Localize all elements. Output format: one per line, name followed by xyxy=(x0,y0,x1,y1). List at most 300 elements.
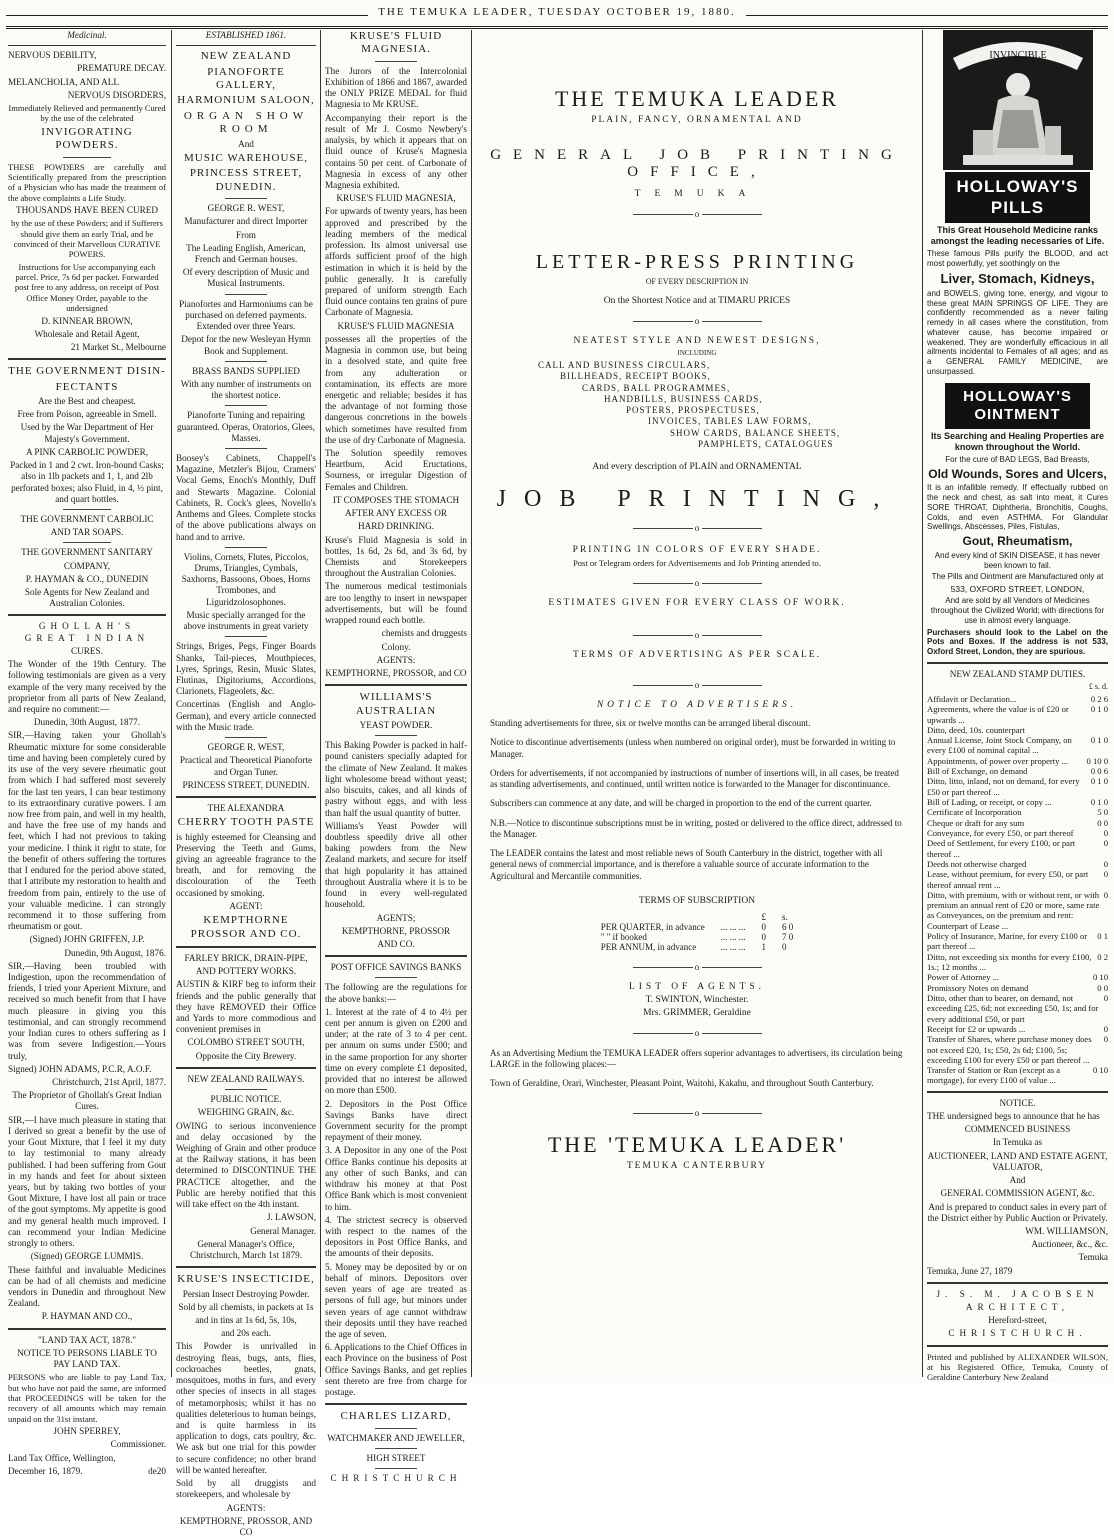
duty-value xyxy=(1104,725,1108,735)
text: Orders for advertisements, if not accompanied by instructions of number of insertions will, in all cases, be treated as standing advertisements, and continued, until written notice is forwarded to the Manager for discontinuance. xyxy=(490,767,899,789)
divider xyxy=(375,735,418,736)
text: The LEADER contains the latest and most reliable news of South Canterbury in the district, together with all general news of commercial importance, and is therefore a valuable source of accurate information to the Agricultural and Mercantile communities. xyxy=(490,848,883,881)
masthead-text: THE TEMUKA LEADER, TUESDAY OCTOBER 19, 1880. xyxy=(368,6,746,18)
text: is highly esteemed for Cleansing and Preserving the Teeth and Gums, giving an agreeable fragrance to the breath, and for removing the discolouration of the Teeth occasioned by smoking. xyxy=(176,831,316,898)
date: Dunedin, 30th August, 1877. xyxy=(33,717,141,728)
heading: NOTICE. xyxy=(999,1097,1036,1108)
ornament-divider: o xyxy=(476,523,918,533)
masthead xyxy=(6,6,1108,29)
text: PERSONS who are liable to pay Land Tax, but who have not paid the same, are informed that PROCEEDINGS will be taken for the recovery of all amounts which may remain unpaid on the 31st instant. xyxy=(8,1372,166,1424)
heading: A PINK CARBOLIC POWDER, xyxy=(26,446,148,457)
date-text: December 16, 1879. xyxy=(8,1465,83,1476)
duty-label: Ditto, deed, 10s. counterpart xyxy=(927,724,1025,735)
text: As an Advertising Medium the TEMUKA LEADER offers superior advantages to advertisers, its circulation being LARGE in the following places:— xyxy=(490,1047,903,1069)
ad-subtitle: PLAIN, FANCY, ORNAMENTAL AND xyxy=(591,115,803,125)
text: On the Shortest Notice and at TIMARU PRICES xyxy=(603,296,791,306)
heading: THE GOVERNMENT DISIN- xyxy=(8,365,166,378)
text: The numerous medical testimonials are too lengthy to insert in newspaper advertisements, but will be found wrapped round each bottle. xyxy=(325,581,467,626)
established: ESTABLISHED 1861. xyxy=(205,30,287,40)
text: Colony. xyxy=(381,641,411,652)
divider xyxy=(325,684,467,686)
text: Notice to discontinue advertisements (unless when numbered on original order), must be forwarded in writing to Manager. xyxy=(490,737,896,759)
heading: KEMPTHORNE, PROSSOR xyxy=(341,925,451,936)
heading: WILLIAMS'S AUSTRALIAN xyxy=(355,691,437,717)
heading: "LAND TAX ACT, 1878." xyxy=(37,1334,137,1345)
text: Accompanying their report is the result of Mr J. Cosmo Newbery's analysis, by which it appears that on fluid ounce of Kruse's Magnesia contains 50 per cent. of Carbonate of Magnesia in excess of any other Magnesia exhibited. xyxy=(325,112,467,190)
text: Pianofortes and Harmoniums can be purchased on deferred payments. Extended over three Years. xyxy=(179,298,313,332)
text: and in tins at 1s 6d, 5s, 10s, xyxy=(195,1315,297,1325)
heading: NERVOUS DISORDERS, xyxy=(67,89,166,100)
date: Christchurch, 21st April, 1877. xyxy=(52,1077,166,1088)
text: This Great Household Medicine ranks amongst the leading necessaries of Life. xyxy=(930,225,1105,247)
column-2 xyxy=(176,30,316,1537)
holloway-logo-icon xyxy=(943,30,1093,170)
list-item xyxy=(927,993,1108,1024)
divider xyxy=(325,955,467,957)
divider xyxy=(63,157,110,158)
divider xyxy=(63,542,110,543)
text: The Wonder of the 19th Century. The following testimonials are given as a very example of the very many received by the proprietor from all parts of New Zealand, and require no comment:— xyxy=(8,659,166,715)
divider xyxy=(63,509,110,510)
heading: GEORGE R. WEST, xyxy=(207,742,285,753)
text: Sold by all druggists and storekeepers, and wholesale by xyxy=(176,1478,316,1500)
heading: CHERRY TOOTH PASTE xyxy=(177,816,315,829)
duty-value: 0 xyxy=(1103,889,1108,900)
heading: CHARLES LIZARD, xyxy=(340,1410,452,1423)
text: And xyxy=(238,138,254,149)
heading: NEW ZEALAND RAILWAYS. xyxy=(187,1073,305,1084)
list-item: SHOW CARDS, BALANCE SHEETS, xyxy=(670,427,841,438)
text: From xyxy=(236,229,256,240)
cell: 6 0 xyxy=(781,921,794,932)
divider xyxy=(176,1067,316,1069)
heading: AUCTIONEER, LAND AND ESTATE AGENT, VALUATOR, xyxy=(927,1150,1108,1172)
rule-item: 5. Money may be deposited by or on behalf of minors. Depositors over seven years of age are treated as persons of full age, but minors under seven years of age cannot withdraw their deposits until they have reached the age of seven. xyxy=(325,1261,467,1339)
heading: FECTANTS xyxy=(55,380,119,393)
duties-list xyxy=(927,694,1108,1086)
heading: PRINCESS STREET, DUNEDIN. xyxy=(189,167,303,193)
heading: P. HAYMAN AND CO., xyxy=(41,1311,133,1322)
text: In Temuka as xyxy=(992,1137,1043,1148)
text: THE undersigned begs to announce that he has xyxy=(927,1110,1100,1121)
duty-label: Agreements, where the value is of £20 or upwards ... xyxy=(927,704,1069,725)
text: Music specially arranged for the above instruments in great variety xyxy=(183,609,309,632)
text: The Proprietor of Ghollah's Great Indian Cures. xyxy=(12,1090,162,1112)
cell: s. xyxy=(781,911,788,922)
heading: Liver, Stomach, Kidneys, xyxy=(940,270,1095,286)
text: Pianoforte Tuning and repairing guaranteed. Operas, Oratorios, Glees, Masses. xyxy=(176,410,315,443)
text: Williams's Yeast Powder will doubtless speedily drive all other baking powders from the New Zealand markets, and secure for itself that high popularity it has attained throughout Australia where it is to be found in every well-regulated household. xyxy=(325,820,467,910)
duty-label: Power of Attorney ... xyxy=(927,972,1000,983)
heading: AFTER ANY EXCESS OR xyxy=(344,508,447,519)
duty-label: Transfer of Station or Run (except as a mortgage), for every £100 of value ... xyxy=(927,1065,1061,1086)
text: N.B.—Notice to discontinue subscriptions must be in writing, posted or delivered to the office direct, addressed to the Manager. xyxy=(490,817,902,839)
text: NEATEST STYLE AND NEWEST DESIGNS, xyxy=(573,336,821,346)
heading: COMMENCED BUSINESS xyxy=(964,1124,1071,1135)
letter: SIR,—Having taken your Ghollah's Rheumatic mixture for some considerable time and having been completely cured by its use of the very severe rheumatic gout from which I had suffered most severely for the last ten years, I can bear testimony to its extraordinary curative powers. I am now free from pain, and well in my health, and have the free use of my hands and feet, which I had not previous to taking your medicine. I think it right to state, for the benefit of others suffering the tortures that I endured for the period above stated, that I attribute my restoration to health and freedom from pain, entirely to the use of your valuable medicine. I can strongly recommend it to those suffering from rheumatism or gout. xyxy=(8,730,166,932)
text: T. SWINTON, Winchester. xyxy=(645,994,749,1005)
subscription-table xyxy=(593,912,801,952)
letterpress-heading: LETTER-PRESS PRINTING xyxy=(535,251,859,273)
ornament-divider: o xyxy=(476,1028,918,1038)
heading: CHRISTCHURCH xyxy=(330,1473,462,1484)
text: Town of Geraldine, Orari, Winchester, Pleasant Point, Waitohi, Kakahu, and throughout South Canterbury. xyxy=(490,1078,874,1089)
ornament-divider: o xyxy=(476,962,918,972)
ornament-divider: o xyxy=(476,1108,918,1118)
duty-value: 0 1 0 xyxy=(1090,797,1108,807)
text: This Baking Powder is packed in half-pound canisters specially adapted for the climate of New Zealand. It makes light wholesome bread without yeast; also biscuits, cakes, and all kinds of pastry without eggs, and with less than half the usual quantity of butter. xyxy=(325,740,467,818)
duty-label: Deeds not otherwise charged xyxy=(927,858,1027,869)
heading: ARCHITECT, xyxy=(965,1302,1070,1313)
duty-label: Cheque or draft for any sum xyxy=(927,817,1025,828)
list-item: CARDS, BALL PROGRAMMES, xyxy=(582,382,731,393)
table-header xyxy=(593,912,801,922)
text: Commissioner. xyxy=(110,1439,166,1450)
letter: SIR,—I have much pleasure in stating that I derived so great a benefit by the use of your Gout Mixture, that I feel it my duty to lay testimonial to many already published. I had been suffering from Gout in my hands and feet for about sixteen years, but by taking two bottles of your Gout Mixture, I have lost all pain or trace of the gout symptoms. My appetite is good and my general health much improved. I can recommend your Indian Medicine strongly to others. xyxy=(8,1114,166,1249)
ornament-divider: o xyxy=(476,680,918,690)
heading: Old Wounds, Sores and Ulcers, xyxy=(928,466,1107,481)
text: Persian Insect Destroying Powder. xyxy=(182,1288,310,1299)
list-item xyxy=(927,818,1108,828)
rule-item: 1. Interest at the rate of 4 to 4½ per cent per annum is given on £200 and under; at the rate of 3 to 4 per cent. per annum on sums under £500; and in the same proportion for any shorter time on every complete £1 deposited, provided that no interest be allowed on more than £500. xyxy=(325,1006,467,1096)
heading: KEMPTHORNE PROSSOR AND CO. xyxy=(190,914,302,940)
job-printing-heading: JOB PRINTING, xyxy=(496,486,898,512)
divider xyxy=(927,1345,1108,1347)
table-row xyxy=(593,922,801,932)
text: It is an infallible remedy. If effectually rubbed on the neck and chest, as salt into meat, it Cures SORE THROAT, Diphtheria, Bronchitis, Coughs, Colds, and even ASTHMA. For Glandular Swellings, Abscesses, Piles, Fistulas, xyxy=(927,483,1108,532)
text: and BOWELS, giving tone, energy, and vigour to these great MAIN SPRINGS OF LIFE. They are confidently recommended as a never failing remedy in all cases where the constitution, from whatever cause, has become impaired or weakened. They are wonderfully efficacious in all ailments incidental to Females of all ages; and as a GENERAL FAMILY MEDICINE, are unsurpassed. xyxy=(927,288,1108,376)
text: The Pills and Ointment are Manufactured only at xyxy=(931,572,1104,582)
duty-label: Receipt for £2 or upwards ... xyxy=(927,1023,1026,1034)
heading: FARLEY BRICK, DRAIN-PIPE, xyxy=(184,952,308,963)
text: Kruse's Fluid Magnesia is sold in bottles, 1s 6d, 2s 6d, and 3s 6d, by Chemists and Storekeepers throughout the Australian Colonies. xyxy=(325,534,467,579)
cell: " " if booked xyxy=(600,931,647,942)
divider xyxy=(927,1282,1108,1284)
duty-label: Promissory Notes on demand xyxy=(927,982,1029,993)
duty-value: 0 xyxy=(1103,992,1108,1003)
list-item: INVOICES, TABLES LAW FORMS, xyxy=(648,416,812,427)
cell: 0 xyxy=(761,921,766,932)
duty-label: Appointments, of power over property ... xyxy=(927,755,1069,766)
divider xyxy=(325,1403,467,1405)
text: Depot for the new Wesleyan Hymn Book and Supplement. xyxy=(181,334,311,356)
text: The following are the regulations for the above banks:— xyxy=(325,982,467,1004)
duty-label: Conveyance, for every £50, or part thereof xyxy=(927,827,1074,838)
list-item: HANDBILLS, BUSINESS CARDS, xyxy=(604,393,763,404)
divider xyxy=(176,796,316,798)
list-item xyxy=(927,735,1108,756)
text: General Manager. xyxy=(250,1225,316,1236)
printing-list xyxy=(538,360,918,450)
cell: 1 xyxy=(761,941,766,952)
list-item xyxy=(927,694,1108,704)
duty-value: 0 1 0 xyxy=(1090,735,1108,746)
text: ESTIMATES GIVEN FOR EVERY CLASS OF WORK. xyxy=(548,598,846,608)
ornament-divider: o xyxy=(476,630,918,640)
text: Of every description of Music and Musical Instruments. xyxy=(182,267,310,289)
text: Violins, Cornets, Flutes, Piccolos, Drums, Triangles, Cymbals, Saxhorns, Bassoons, Oboes, Horns Trombones, and Liguridzolosophones. xyxy=(181,551,311,607)
list-item xyxy=(927,797,1108,807)
duty-label: Ditto, not exceeding six months for every £100, 1s.; 12 months ... xyxy=(927,951,1092,972)
heading: CURES. xyxy=(71,645,103,656)
duty-value: 0 0 xyxy=(1097,817,1108,828)
text: And every kind of SKIN DISEASE, it has never been known to fail. xyxy=(934,550,1101,570)
text: AUSTIN & KIRF beg to inform their friends and the public generally that they have REMOVED their Office and Yards to more commodious and convenient premises in xyxy=(176,979,316,1035)
label: AGENTS; xyxy=(376,912,416,923)
heading: AND TAR SOAPS. xyxy=(50,527,124,538)
text: Strings, Briges, Pegs, Finger Boards Shanks, Tail-pieces, Mouthpieces, Lyres, Springs, Resin, Music Slates, Flutinas, Digitoriums, Accordions, Clarionets, Flageolets, &c. xyxy=(176,641,316,697)
text: These famous Pills purify the BLOOD, and act most powerfully, yet soothingly on the xyxy=(927,249,1108,269)
column-divider xyxy=(320,30,321,1377)
rule-item: 4. The strictest secrecy is observed with respect to the names of the depositors in Post Office Banks, and the amounts of their deposits. xyxy=(325,1214,467,1259)
duty-label: Bill of Lading, or receipt, or copy ... xyxy=(927,797,1052,807)
heading: COMPANY, xyxy=(63,560,111,571)
heading: HIGH STREET xyxy=(366,1452,426,1463)
list-item: PAMPHLETS, CATALOGUES xyxy=(698,438,834,449)
duty-value: 0 10 0 xyxy=(1086,755,1108,766)
cell: PER ANNUM, in advance xyxy=(600,941,697,952)
divider xyxy=(176,946,316,948)
heading: INVIGORATING POWDERS. xyxy=(41,125,133,152)
divider xyxy=(225,1089,267,1090)
cell: ... ... ... xyxy=(720,941,746,952)
letter: SIR,—Having been troubled with Indigestion, upon the recommendation of friends, I tried your Aperient Mixture, and received so much benefit from that I have much pleasure in giving you this testimonial, and can strongly recommend your Indian cures to others suffering as I was from severe Indigestion.—Yours truly, xyxy=(8,960,166,1061)
divider xyxy=(8,358,166,360)
ornament-divider: o xyxy=(476,316,918,326)
list-item xyxy=(927,828,1108,838)
cell: 0 xyxy=(761,931,766,942)
text: Subscribers can commence at any date, and will be charged in proportion to the end of the current quarter. xyxy=(490,798,872,809)
text: This Powder is unrivalled in destroying fleas, bugs, ants, flies, cockroaches beetles, gnats, mosquitoes, moths in furs, and every other species of insects in all stages of metamorphosis; whilst it has no qualities deleterious to human beings, and is quite harmless in its application to dogs, cats poultry, &c. We ask but one trial for this powder to secure confidence; no other brand will be wanted hereafter. xyxy=(176,1341,316,1475)
duty-label: Transfer of Shares, where purchase money does not exceed £20, 1s; £50, 2s 6d; £100, 5s; exceeding £100 for every £50 or part thereof ... xyxy=(927,1034,1092,1065)
heading: MUSIC WAREHOUSE, xyxy=(184,151,308,164)
divider xyxy=(8,614,166,616)
text: TERMS OF ADVERTISING AS PER SCALE. xyxy=(573,650,821,660)
text: For the cure of BAD LEGS, Bad Breasts, xyxy=(945,455,1090,465)
temuka: TEMUKA xyxy=(634,189,760,199)
list-item: BILLHEADS, RECEIPT BOOKS, xyxy=(560,371,711,382)
heading: CHRISTCHURCH. xyxy=(948,1328,1087,1339)
divider xyxy=(176,45,316,46)
heading: COLOMBO STREET SOUTH, xyxy=(187,1037,305,1048)
list-item xyxy=(927,983,1108,993)
list-item xyxy=(927,859,1108,869)
heading: BRASS BANDS SUPPLIED xyxy=(192,365,300,376)
divider xyxy=(375,61,418,62)
duty-label: Affidavit or Declaration... xyxy=(927,693,1017,704)
list-item xyxy=(927,807,1108,817)
ornament-divider: o xyxy=(476,578,918,588)
duty-label: Certificate of Incorporation xyxy=(927,807,1022,818)
text: Hereford-street, xyxy=(988,1315,1047,1326)
heading: NOTICE TO PERSONS LIABLE TO PAY LAND TAX. xyxy=(17,1347,157,1370)
duty-value: 0 xyxy=(1103,1023,1108,1034)
text: chemists and druggests xyxy=(381,628,467,639)
text: And xyxy=(1009,1175,1026,1186)
heading: THOUSANDS HAVE BEEN CURED xyxy=(16,205,158,216)
text: And every description of PLAIN and ORNAMENTAL xyxy=(592,462,802,472)
duty-value: 5 0 xyxy=(1097,807,1108,818)
text: and 20s each. xyxy=(221,1328,271,1339)
cell: PER QUARTER, in advance xyxy=(600,921,705,932)
divider xyxy=(375,1448,418,1449)
label: AGENT: xyxy=(229,900,263,911)
list-item xyxy=(927,931,1108,952)
column-divider xyxy=(922,30,923,1377)
signature: D. KINNEAR BROWN, xyxy=(41,315,133,326)
duty-value: 0 xyxy=(1103,869,1108,880)
duty-value: 0 0 xyxy=(1097,982,1108,993)
heading: GENERAL COMMISSION AGENT, &c. xyxy=(940,1188,1095,1199)
heading: GEORGE R. WEST, xyxy=(207,203,285,214)
rule-item: 3. A Depositor in any one of the Post Office Banks continue his deposits at any other of such Banks, and can withdraw his money at that Post Office Bank which is most convenient to him. xyxy=(325,1145,467,1212)
date: Temuka, June 27, 1879 xyxy=(927,1265,1013,1276)
divider xyxy=(225,198,267,199)
text: Sole Agents for New Zealand and Australian Colonies. xyxy=(24,587,150,609)
logo-banner-text: INVINCIBLE xyxy=(988,50,1047,61)
divider xyxy=(225,405,267,406)
text: Packed in 1 and 2 cwt. Iron-bound Casks; also in 1lb packets and 1, 1, and 2lb perforated boxes; also Fluid, in 4, ½ pint, and quart bottles. xyxy=(10,460,164,504)
column-right xyxy=(927,30,1108,1383)
cell: £ xyxy=(761,911,766,922)
heading: NERVOUS DEBILITY, xyxy=(8,50,97,61)
list-item: CALL AND BUSINESS CIRCULARS, xyxy=(538,360,711,370)
duty-value: 0 1 0 xyxy=(1090,776,1108,787)
text: These faithful and invaluable Medicines can be had of all chemists and medicine vendors in Dunedin and throughout New Zealand. xyxy=(8,1264,166,1309)
column-divider xyxy=(171,30,172,1377)
table-row xyxy=(593,942,801,952)
heading: MELANCHOLIA, AND ALL xyxy=(8,76,120,87)
list-item xyxy=(927,890,1108,931)
signature: WM. WILLIAMSON, xyxy=(1025,1225,1108,1236)
text: Immediately Relieved and permanently Cured by the use of the celebrated xyxy=(8,103,166,124)
text: by the use of these Powders; and if Sufferers should give them an early Trial, and be convinced of their Marvellous CURATIVE POWERS. xyxy=(11,218,163,260)
duty-label: Ditto, with premium, with or without rent, or with premium an annual rent of £20 or more, same rate as Conveyances, on the premium and rent: Counterpart of Lease ... xyxy=(927,889,1100,931)
text: PRINTING IN COLORS OF EVERY SHADE. xyxy=(572,545,822,555)
table-row xyxy=(593,932,801,942)
heading: NOTICE TO ADVERTISERS. xyxy=(596,700,798,710)
list-item xyxy=(927,972,1108,982)
divider xyxy=(225,361,267,362)
text: OF EVERY DESCRIPTION IN xyxy=(645,277,749,286)
divider xyxy=(225,448,267,449)
duty-label: Ditto, litto, inland, not on demand, for every £50 or part thereof ... xyxy=(927,776,1080,797)
divider xyxy=(927,1091,1108,1093)
heading: PIANOFORTE GALLERY, xyxy=(207,65,285,92)
text: Sold by all chemists, in packets at 1s xyxy=(178,1301,314,1312)
heading: WATCHMAKER AND JEWELLER, xyxy=(327,1432,465,1443)
duty-value: 0 1 0 xyxy=(1090,704,1108,715)
heading: AND CO. xyxy=(377,938,415,949)
list-item xyxy=(927,704,1108,725)
duty-label: Deed of Settlement, for every £100, or part thereof ... xyxy=(927,838,1076,859)
column-3 xyxy=(325,30,467,1484)
job-printing-office: GENERAL JOB PRINTING OFFICE, xyxy=(490,147,904,180)
divider xyxy=(375,1428,418,1429)
text: With any number of instruments on the shortest notice. xyxy=(180,378,312,401)
heading: Gout, Rheumatism, xyxy=(962,534,1073,549)
heading: THE GOVERNMENT CARBOLIC xyxy=(20,513,154,524)
temuka-leader-advertisement xyxy=(476,30,918,1377)
heading: J. S. M. JACOBSEN xyxy=(936,1288,1099,1299)
list-item: POSTERS, PROSPECTUSES, xyxy=(626,405,760,415)
duty-value: 0 0 6 xyxy=(1090,766,1108,777)
heading: KEMPTHORNE, PROSSOR, and CO xyxy=(325,667,467,678)
list-item xyxy=(927,725,1108,735)
heading: KRUSE'S INSECTICIDE, xyxy=(177,1273,315,1286)
divider xyxy=(375,1468,418,1469)
imprint: Printed and published by ALEXANDER WILSON, at his Registered Office, Temuka, County of Geraldine Canterbury New Zealand xyxy=(927,1351,1108,1383)
heading: P. HAYMAN & CO., DUNEDIN xyxy=(25,573,149,584)
text: 533, OXFORD STREET, LONDON, xyxy=(950,584,1085,595)
text: Temuka xyxy=(1078,1252,1108,1263)
text: Land Tax Office, Wellington, xyxy=(8,1452,116,1463)
duty-label: Bill of Exchange, on demand xyxy=(927,766,1028,777)
duty-value: 0 xyxy=(1103,858,1108,869)
text: Post or Telegram orders for Advertisements and Job Printing attended to. xyxy=(573,558,821,568)
duty-value: 0 2 xyxy=(1097,951,1108,962)
text: General Manager's Office, Christchurch, March 1st 1879. xyxy=(189,1238,303,1260)
heading: KRUSE'S FLUID MAGNESIA xyxy=(337,320,455,331)
divider xyxy=(225,547,267,548)
list-item xyxy=(927,766,1108,776)
heading: IT COMPOSES THE STOMACH xyxy=(332,494,460,505)
text: Practical and Theoretical Pianoforte and Organ Tuner. xyxy=(179,755,313,777)
duty-label: Ditto, other than to bearer, on demand, not exceeding £25, 6d; not exceeding £50, 1s; and for every additional £50, or part xyxy=(927,992,1099,1024)
spacer xyxy=(476,30,918,78)
text: Its Searching and Healing Properties are known throughout the World. xyxy=(930,431,1105,453)
text: INCLUDING xyxy=(677,349,717,357)
list-item xyxy=(927,1034,1108,1065)
divider xyxy=(225,636,267,637)
text: 21 Market St., Melbourne xyxy=(70,341,166,352)
divider xyxy=(8,1328,166,1330)
heading: HARD DRINKING. xyxy=(357,521,435,532)
list-item xyxy=(927,869,1108,890)
heading: WEIGHING GRAIN, &c. xyxy=(197,1107,295,1118)
duty-label: Lease, without premium, for every £50, or part thereof annual rent ... xyxy=(927,869,1089,890)
text: Manufacturer and direct Importer xyxy=(184,216,308,227)
text: And are sold by all Vendors of Medicines throughout the Civilized World; with directions for use in almost every language. xyxy=(930,596,1105,625)
text: Instructions for Use accompanying each parcel. Price, 7s 6d per packet. Forwarded post free to any address, on receipt of Post Office Money Order, payable to the undersigned xyxy=(14,261,160,314)
cell: ... ... ... xyxy=(720,931,746,942)
ornament-divider: o xyxy=(476,209,918,219)
text: The Leading English, American, French and German houses. xyxy=(186,242,306,264)
footer-title: THE 'TEMUKA LEADER' xyxy=(547,1131,847,1157)
list-item xyxy=(927,838,1108,859)
text: Auctioneer, &c., &c. xyxy=(1031,1239,1108,1250)
duty-value: 0 xyxy=(1103,827,1108,838)
text: Concertinas (English and Anglo-German), and every article connected with the Music trade. xyxy=(176,699,316,732)
heading: KRUSE'S FLUID MAGNESIA. xyxy=(349,30,443,56)
column-divider xyxy=(471,30,472,1377)
footer-subtitle: TEMUKA CANTERBURY xyxy=(626,1160,768,1171)
divider xyxy=(176,1266,316,1268)
text: Are the Best and cheapest. xyxy=(38,395,136,406)
heading: GHOLLAH'S GREAT INDIAN xyxy=(24,621,150,643)
divider xyxy=(375,977,418,978)
text: For upwards of twenty years, has been approved and prescribed by the leading members of the medical profession. Its almost universal use affords sufficient proof of the high estimation in which it is held by the public generally. It is carefully prepared of uniform strength Each fluid ounce contains ten grains of pure Carbonate of Magnesia. xyxy=(325,206,467,318)
text: possesses all the properties of the Magnesia in common use, but being in a desolved state, and quite free from any adulteration or contamination, its effects are more energetic and reliable; besides it has the advantage of not forming those dangerous concretions in the bowels which sometimes have resulted from the use of dry Carbonate of Magnesia. xyxy=(325,333,467,445)
heading: ORGAN SHOW ROOM xyxy=(183,109,309,136)
heading: THE ALEXANDRA xyxy=(207,802,285,813)
duty-value: 0 1 xyxy=(1097,931,1108,942)
date xyxy=(8,1466,166,1477)
heading: PREMATURE DECAY. xyxy=(77,63,166,74)
heading: THE GOVERNMENT SANITARY xyxy=(21,547,153,558)
divider xyxy=(8,45,166,46)
text: Wholesale and Retail Agent, xyxy=(34,328,140,339)
